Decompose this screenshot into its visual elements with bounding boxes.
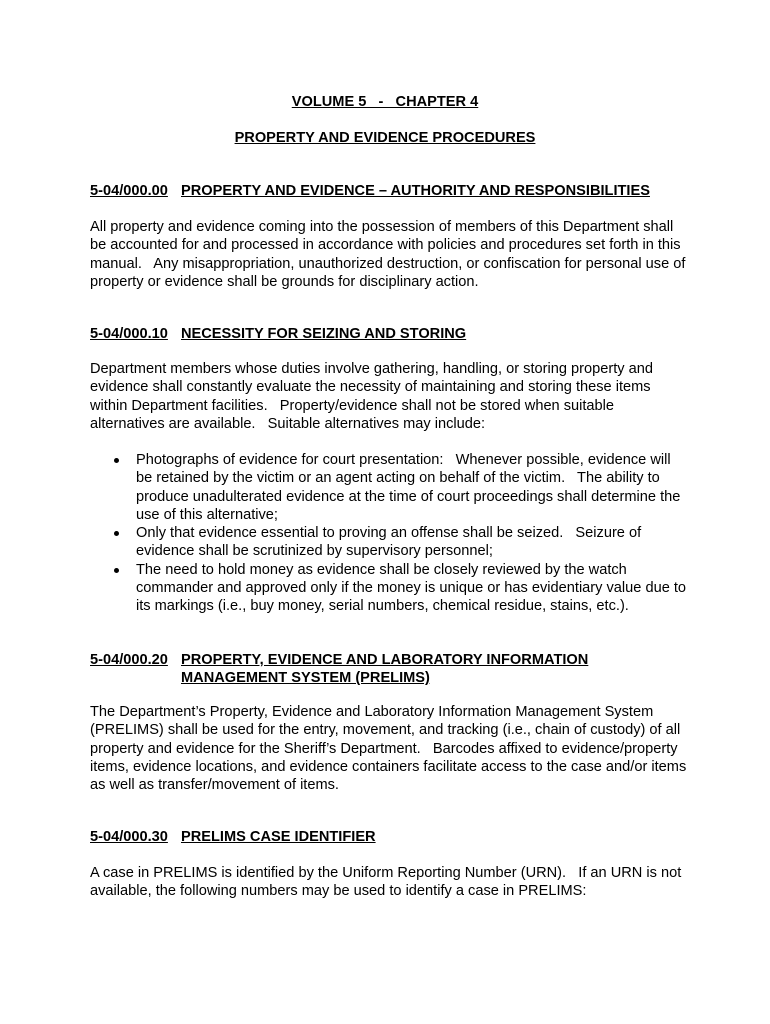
list-item: Only that evidence essential to proving an offense shall be seized. Seizure of evidence shall be scrutinized by supervisory personnel; (90, 524, 690, 561)
alternatives-list (90, 451, 690, 616)
section-body-000-00: All property and evidence coming into the possession of members of this Department shall be accounted for and processed in accordance with policies and procedures set forth in this manual. Any misappropriation, unauthorized destruction, or confiscation for personal use of property or evidence shall be grounds for disciplinary action. (90, 219, 690, 290)
list-item: Photographs of evidence for court presentation: Whenever possible, evidence will be retained by the victim or an agent acting on behalf of the victim. The ability to produce unadulterated evidence at the time of court proceedings shall determine the use of this alternative; (90, 451, 690, 524)
section-heading-000-20 (90, 651, 690, 688)
volume-chapter-heading: VOLUME 5 - CHAPTER 4 (291, 94, 479, 110)
section-title: PROPERTY, EVIDENCE AND LABORATORY INFORMATION MANAGEMENT SYSTEM (PRELIMS) (181, 652, 589, 687)
section-title: NECESSITY FOR SEIZING AND STORING (181, 326, 467, 342)
section-heading-000-10 (90, 325, 690, 343)
section-heading-000-30 (90, 828, 690, 846)
section-body-000-30: A case in PRELIMS is identified by the Uniform Reporting Number (URN). If an URN is not available, the following numbers may be used to identify a case in PRELIMS: (90, 865, 686, 900)
section-body-000-10: Department members whose duties involve gathering, handling, or storing property and evidence shall constantly evaluate the necessity of maintaining and storing these items within Department facilities. Property/evidence shall not be stored when suitable alternatives are available. Suitable alternatives may include: (90, 361, 658, 432)
section-heading-000-00 (90, 182, 690, 200)
section-number: 5-04/000.10 (90, 326, 168, 342)
section-number: 5-04/000.00 (90, 183, 168, 199)
section-number: 5-04/000.30 (90, 829, 168, 845)
section-title: PROPERTY AND EVIDENCE – AUTHORITY AND RESPONSIBILITIES (181, 183, 650, 199)
section-body-000-20: The Department’s Property, Evidence and Laboratory Information Management System (PRELIMS) shall be used for the entry, movement, and tracking (i.e., chain of custody) of all property and evidence for the Sheriff’s Department. Barcodes affixed to evidence/property items, evidence locations, and evidence containers facilitate access to the case and/or items as well as transfer/movement of items. (90, 704, 691, 794)
bullet-icon (114, 531, 119, 536)
bullet-icon (114, 568, 119, 573)
bullet-icon (114, 458, 119, 463)
list-item: The need to hold money as evidence shall be closely reviewed by the watch commander and approved only if the money is unique or has evidentiary value due to its markings (i.e., buy money, serial numbers, chemical residue, stains, etc.). (90, 561, 690, 616)
section-number: 5-04/000.20 (90, 652, 168, 668)
document-subtitle: PROPERTY AND EVIDENCE PROCEDURES (234, 130, 536, 146)
section-title: PRELIMS CASE IDENTIFIER (181, 829, 376, 845)
